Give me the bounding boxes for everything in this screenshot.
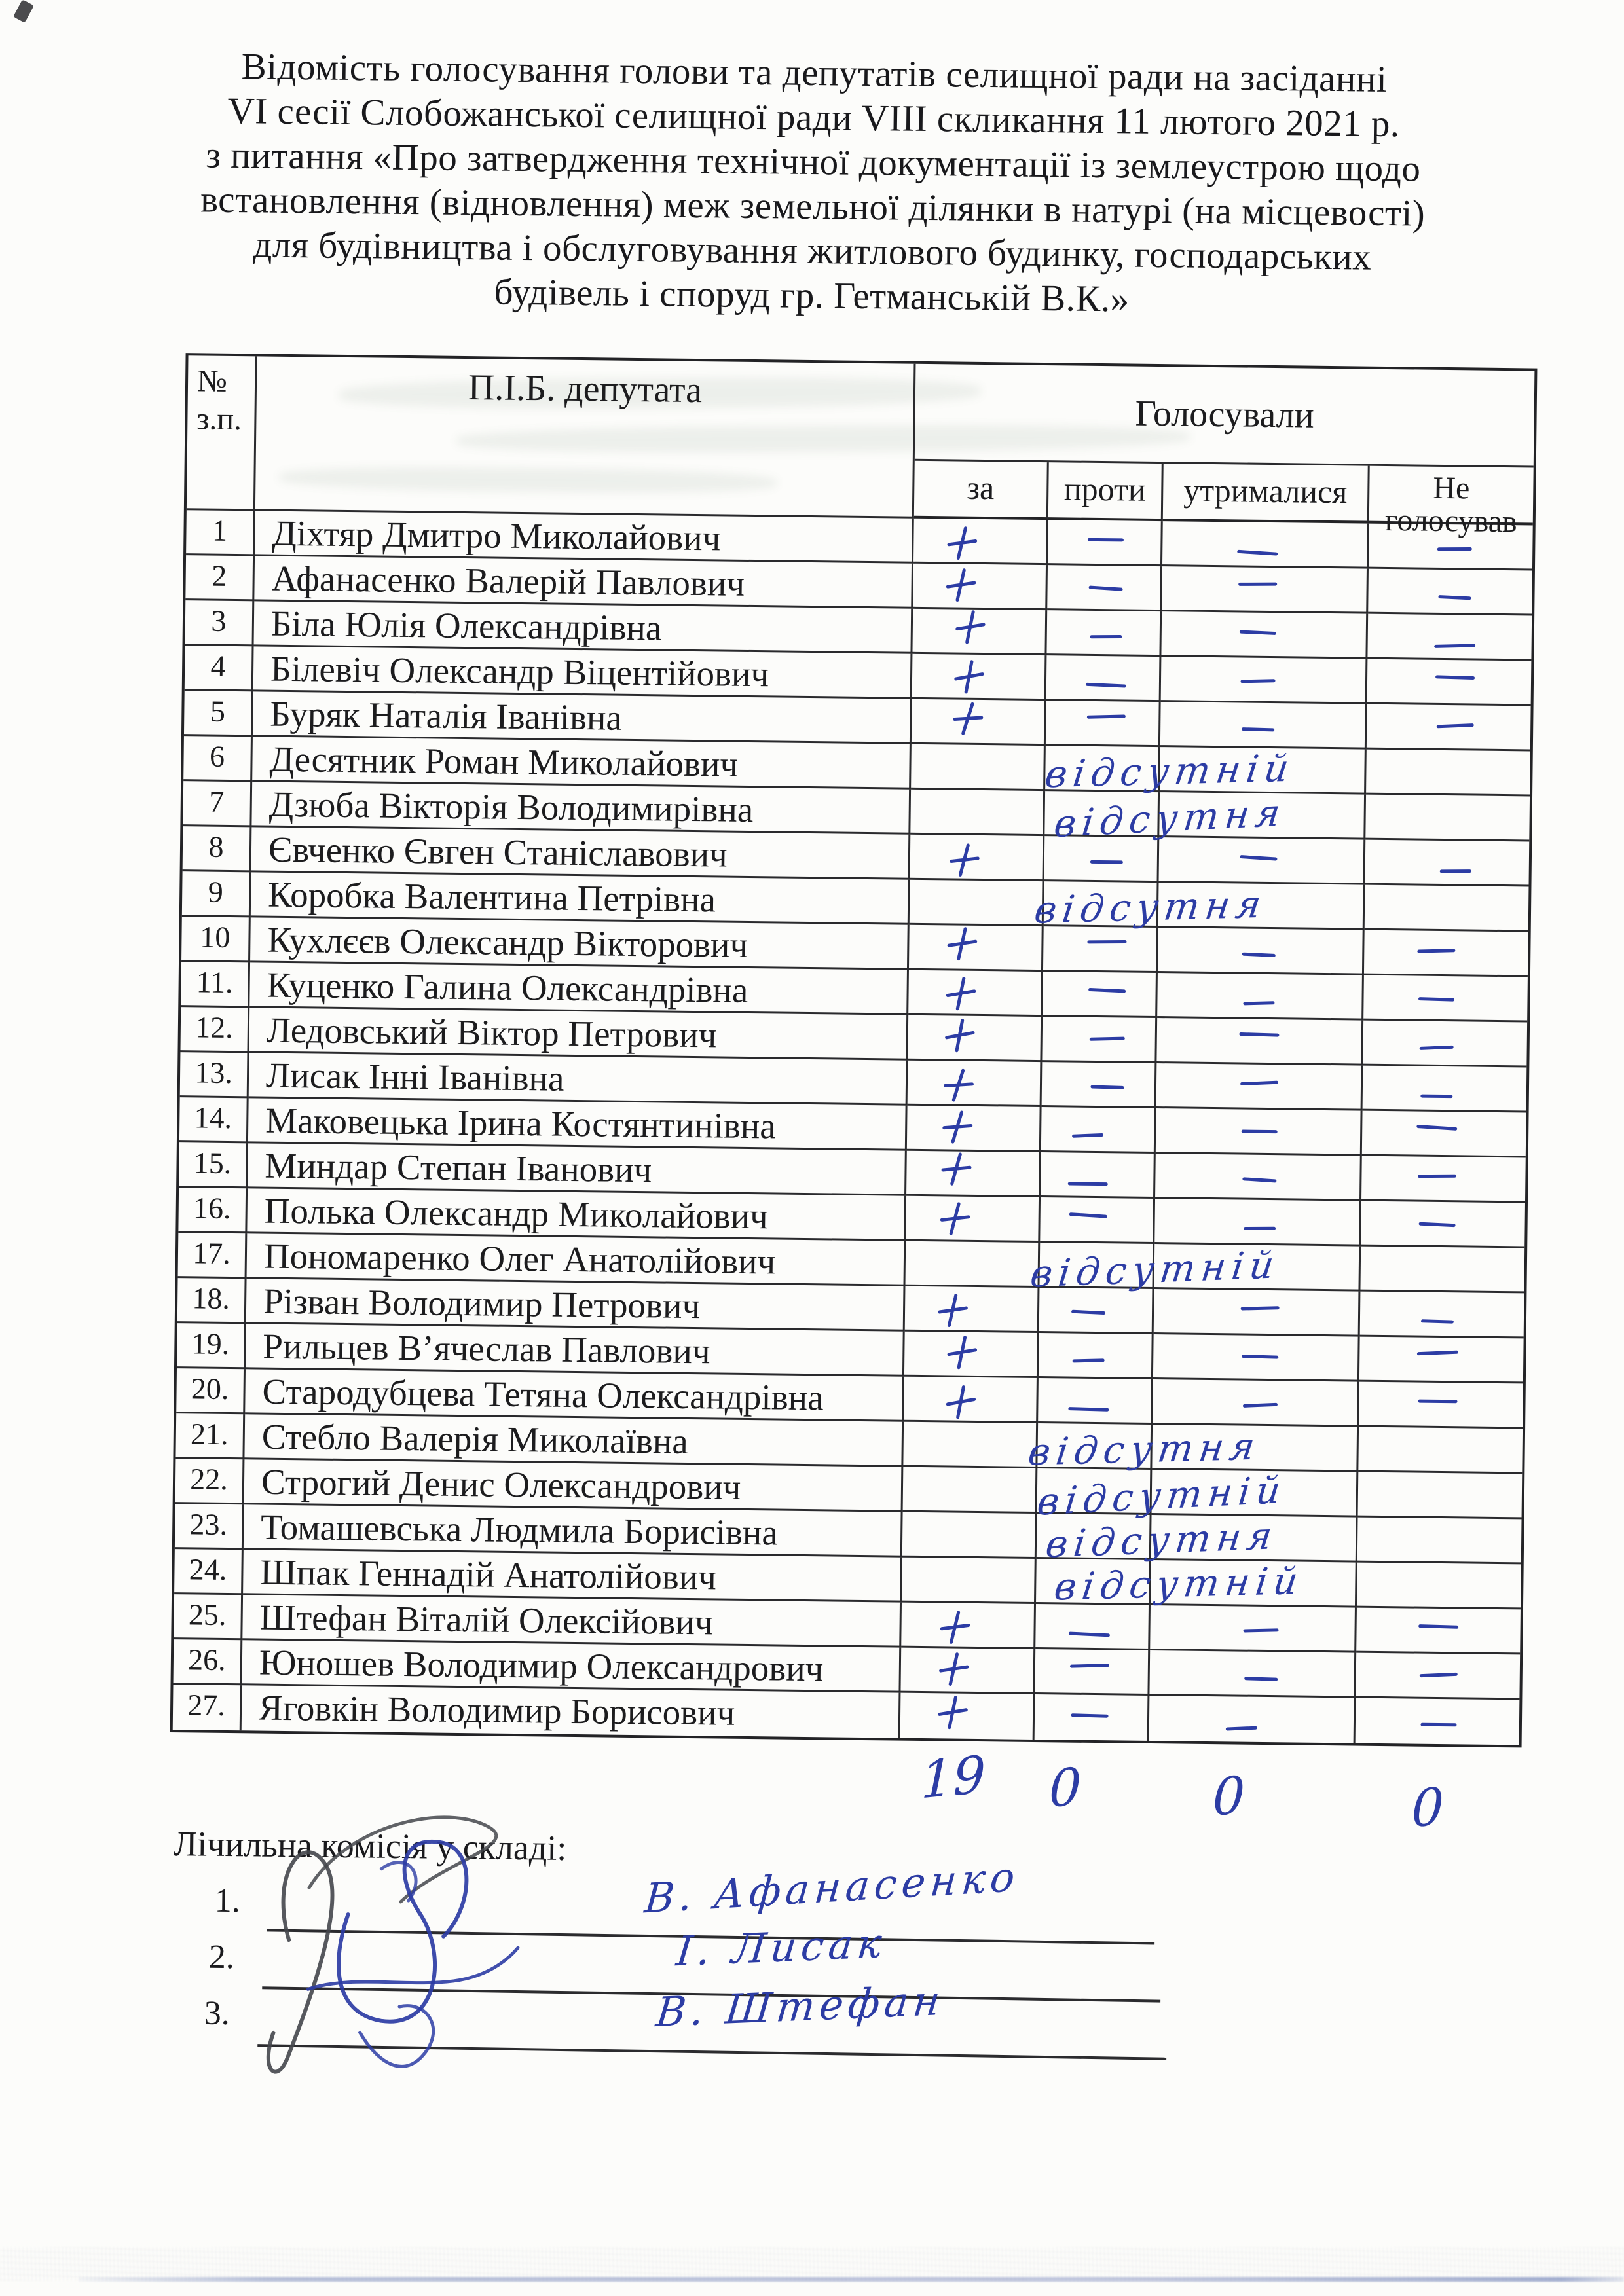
dash-mark: [1244, 1677, 1278, 1681]
dash-mark: [1087, 714, 1126, 718]
vote-utrymalysia-cell: [1162, 566, 1369, 614]
row-number-cell: 4: [185, 646, 254, 691]
dash-mark: [1086, 683, 1126, 688]
dash-mark: [1237, 550, 1278, 556]
dash-mark: [1069, 1212, 1107, 1218]
vote-proty-cell: [1043, 972, 1158, 1018]
dash-mark: [1244, 1628, 1279, 1632]
vote-proty-cell: [1031, 881, 1270, 932]
deputy-name-cell: Миндар Степан Іванович: [248, 1143, 907, 1195]
vote-za-cell: [910, 835, 1045, 881]
dash-mark: [1073, 1358, 1105, 1362]
title-line: будівель і споруд гр. Гетманській В.К.»: [494, 271, 1130, 320]
row-number-cell: 19.: [177, 1323, 246, 1369]
vote-proty-cell: [1035, 1468, 1289, 1524]
vote-za-cell: [907, 1106, 1042, 1152]
vote-utrymalysia-cell: [1159, 837, 1366, 885]
vote-proty-cell: [1042, 1017, 1157, 1063]
row-number-cell: 8: [183, 826, 252, 872]
number-sign: №: [196, 363, 228, 399]
dash-mark: [1069, 1631, 1110, 1637]
dash-mark: [1440, 869, 1471, 873]
row-number-cell: 15.: [179, 1142, 248, 1188]
row-number-cell: 3: [185, 600, 255, 646]
dash-mark: [1088, 538, 1124, 542]
vote-ne-holosuvav-cell: [1368, 569, 1532, 616]
vote-utrymalysia-cell: [1155, 1154, 1362, 1201]
absent-note: відсутня: [1052, 791, 1289, 847]
row-number-cell: 11.: [181, 962, 250, 1008]
deputy-name-cell: Ледовський Віктор Петрович: [249, 1008, 908, 1060]
absent-note: відсутня: [1031, 883, 1270, 932]
vote-za-cell: [901, 1603, 1036, 1649]
vote-za-cell: [906, 1196, 1041, 1243]
voting-table: [170, 353, 1538, 1747]
dash-mark: [1435, 675, 1475, 680]
vote-utrymalysia-cell: [1156, 1063, 1363, 1111]
deputy-name-cell: Дзюба Вікторія Володимирівна: [251, 782, 911, 834]
total-utrymalysia: 0: [1212, 1765, 1246, 1828]
row-number-cell: 21.: [175, 1413, 245, 1459]
absent-note: відсутній: [1043, 746, 1297, 797]
vote-za-cell: [906, 1151, 1041, 1197]
vote-utrymalysia-cell: [1149, 1696, 1356, 1743]
vote-ne-holosuvav-cell: [1359, 1337, 1524, 1384]
dash-mark: [1438, 595, 1471, 600]
col-header-za: за: [914, 461, 1049, 520]
deputy-name-cell: Пономаренко Олег Анатолійович: [247, 1233, 906, 1286]
row-number-cell: 12.: [180, 1007, 249, 1053]
vote-utrymalysia-cell: [1156, 1108, 1363, 1156]
title-line: з питання «Про затвердження технічної документації із землеустрою щодо: [206, 134, 1421, 190]
dash-mark: [1240, 855, 1277, 861]
vote-proty-cell: [1040, 1197, 1155, 1244]
dash-mark: [1087, 940, 1126, 943]
title-line: VI сесії Слобожанської селищної ради VIII скликання 11 лютого 2021 р.: [227, 90, 1401, 145]
deputy-name-cell: Біла Юлія Олександрівна: [254, 601, 913, 653]
dash-mark: [1071, 1713, 1109, 1718]
vote-proty-cell: [1041, 1107, 1156, 1154]
dash-mark: [1420, 1095, 1452, 1099]
vote-utrymalysia-cell: [1153, 1379, 1359, 1427]
vote-za-cell: [913, 564, 1048, 610]
vote-za-cell: [908, 1061, 1043, 1107]
col-header-deputy-name: П.І.Б. депутата: [255, 356, 916, 518]
vote-za-cell: [913, 519, 1048, 565]
vote-ne-holosuvav-cell: [1362, 1111, 1526, 1158]
col-header-ne-holosuvav: Не голосував: [1369, 466, 1534, 526]
title-line: Відомість голосування голови та депутатів селищної ради на засіданні: [241, 46, 1388, 100]
row-number-cell: 25.: [174, 1594, 243, 1640]
vote-ne-holosuvav-cell: [1356, 1608, 1521, 1655]
vote-za-cell: [910, 880, 1044, 926]
dash-mark: [1226, 1726, 1257, 1730]
vote-ne-holosuvav-cell: [1363, 1021, 1527, 1068]
row-number-cell: 26.: [174, 1639, 243, 1685]
dash-mark: [1070, 1664, 1109, 1667]
dash-mark: [1068, 1182, 1108, 1186]
col-header-proty: проти: [1048, 462, 1164, 521]
vote-utrymalysia-cell: [1158, 928, 1365, 975]
dash-mark: [1418, 997, 1454, 1002]
dash-mark: [1420, 1722, 1456, 1726]
number-sub: з.п.: [196, 401, 242, 437]
dash-mark: [1072, 1133, 1103, 1138]
vote-proty-cell: [1028, 1243, 1282, 1296]
deputy-name-cell: Яговкін Володимир Борисович: [242, 1685, 901, 1738]
vote-za-cell: [904, 1377, 1039, 1423]
vote-utrymalysia-cell: [1156, 1018, 1363, 1066]
signatures-scribble: [208, 1789, 618, 2101]
dash-mark: [1243, 1403, 1278, 1408]
vote-ne-holosuvav-cell: [1369, 524, 1533, 571]
row-number-cell: 6: [183, 736, 253, 782]
deputy-name-cell: Стебло Валерія Миколаївна: [244, 1414, 904, 1467]
dash-mark: [1241, 1306, 1280, 1310]
vote-utrymalysia-cell: [1162, 521, 1369, 569]
scan-noise-band: [0, 2247, 1624, 2281]
vote-za-cell: [908, 970, 1043, 1017]
dash-mark: [1243, 1001, 1274, 1005]
vote-proty-cell: [1046, 610, 1162, 657]
vote-za-cell: [900, 1648, 1035, 1694]
row-number-cell: 7: [183, 781, 252, 827]
dash-mark: [1240, 679, 1275, 683]
deputy-name-cell: Лисак Інні Іванівна: [249, 1053, 908, 1105]
vote-ne-holosuvav-cell: [1367, 659, 1532, 706]
document-title: [98, 43, 1528, 327]
vote-ne-holosuvav-cell: [1364, 930, 1528, 977]
vote-za-cell: [912, 609, 1047, 655]
dash-mark: [1418, 1400, 1458, 1404]
deputy-name-cell: Томашевська Людмила Борисівна: [244, 1504, 903, 1557]
dash-mark: [1420, 1673, 1458, 1677]
row-number-cell: 2: [185, 555, 255, 601]
vote-utrymalysia-cell: [1157, 973, 1364, 1021]
row-number-cell: 9: [182, 871, 251, 917]
vote-utrymalysia-cell: [1153, 1334, 1360, 1382]
dash-mark: [1068, 1407, 1109, 1412]
absent-note: відсутня: [1043, 1514, 1280, 1567]
dash-mark: [1088, 585, 1122, 591]
vote-ne-holosuvav-cell: [1363, 1066, 1527, 1113]
total-ne-holosuvav: 0: [1411, 1777, 1445, 1840]
row-number-cell: 24.: [174, 1549, 244, 1595]
row-number-cell: 10: [181, 917, 251, 962]
dash-mark: [1071, 1310, 1105, 1315]
deputy-name-cell: Рильцев В’ячеслав Павлович: [246, 1324, 905, 1376]
deputy-name-cell: Штефан Віталій Олексійович: [242, 1595, 902, 1647]
vote-za-cell: [910, 790, 1045, 836]
row-number-cell: 23.: [175, 1504, 244, 1550]
deputy-name-cell: Десятник Роман Миколайович: [252, 737, 912, 789]
vote-utrymalysia-cell: [1161, 611, 1368, 659]
deputy-name-cell: Різван Володимир Петрович: [246, 1279, 906, 1331]
row-number-cell: 5: [184, 691, 253, 737]
vote-za-cell: [905, 1286, 1040, 1333]
row-number-cell: 22.: [175, 1459, 245, 1504]
dash-mark: [1238, 583, 1277, 586]
vote-utrymalysia-cell: [1149, 1650, 1356, 1698]
vote-za-cell: [912, 654, 1047, 701]
dash-mark: [1240, 630, 1276, 635]
row-number-cell: 1: [186, 510, 255, 556]
row-number-cell: 16.: [178, 1188, 248, 1233]
deputy-name-cell: Євченко Євген Станіславович: [251, 827, 911, 879]
vote-ne-holosuvav-cell: [1361, 1156, 1526, 1203]
dash-mark: [1242, 953, 1276, 957]
vote-ne-holosuvav-cell: [1356, 1698, 1520, 1745]
vote-proty-cell: [1043, 926, 1158, 973]
vote-za-cell: [911, 744, 1046, 791]
vote-za-cell: [908, 1015, 1043, 1062]
absent-note: відсутній: [1028, 1243, 1282, 1296]
row-number-cell: 20.: [176, 1368, 246, 1414]
dash-mark: [1419, 1222, 1456, 1228]
vote-utrymalysia-cell: [1160, 702, 1367, 750]
dash-mark: [1437, 723, 1474, 728]
dash-mark: [1418, 1175, 1456, 1178]
vote-proty-cell: [1035, 1604, 1151, 1650]
dash-mark: [1418, 1624, 1458, 1629]
deputy-name-cell: Куценко Галина Олександрівна: [249, 962, 909, 1015]
member-name: І. Лисак: [674, 1918, 889, 1976]
vote-proty-cell: [1043, 746, 1297, 797]
title-line: для будівництва і обслуговування житлового будинку, господарських: [253, 224, 1372, 278]
title-line: встановлення (відновлення) меж земельної ділянки в натурі (на місцевості): [200, 179, 1426, 234]
deputy-name-cell: Білевіч Олександр Віцентійович: [253, 646, 913, 699]
vote-proty-cell: [1035, 1694, 1150, 1741]
deputy-name-cell: Юношев Володимир Олександрович: [242, 1640, 902, 1692]
vote-za-cell: [905, 1241, 1040, 1288]
dash-mark: [1242, 1130, 1278, 1134]
vote-za-cell: [902, 1558, 1037, 1604]
vote-za-cell: [912, 699, 1046, 746]
vote-proty-cell: [1046, 655, 1162, 702]
dash-mark: [1244, 1227, 1276, 1230]
vote-ne-holosuvav-cell: [1356, 1653, 1520, 1700]
dash-mark: [1434, 644, 1475, 647]
absent-note: відсутня: [1025, 1425, 1263, 1474]
deputy-name-cell: Полька Олександр Миколайович: [247, 1188, 906, 1241]
dash-mark: [1239, 1032, 1279, 1037]
member-name: В. Афанасенко: [642, 1852, 1022, 1923]
vote-proty-cell: [1042, 1062, 1157, 1108]
dash-mark: [1090, 1085, 1124, 1089]
vote-za-cell: [909, 925, 1044, 972]
dash-mark: [1090, 860, 1123, 864]
vote-proty-cell: [1046, 701, 1161, 747]
vote-utrymalysia-cell: [1161, 657, 1368, 704]
dash-mark: [1421, 1319, 1454, 1323]
row-number-cell: 14.: [179, 1097, 249, 1143]
row-number-cell: 17.: [178, 1233, 248, 1279]
vote-proty-cell: [1038, 1378, 1153, 1425]
vote-ne-holosuvav-cell: [1360, 1292, 1524, 1339]
dash-mark: [1417, 1351, 1458, 1356]
vote-proty-cell: [1035, 1649, 1150, 1696]
absent-note: відсутній: [1035, 1468, 1289, 1524]
row-number-cell: 18.: [177, 1278, 247, 1324]
col-header-utrymalysia: утрималися: [1163, 464, 1370, 524]
col-header-voted: Голосували: [915, 364, 1535, 468]
vote-ne-holosuvav-cell: [1367, 614, 1532, 661]
vote-proty-cell: [1039, 1333, 1154, 1379]
row-number-cell: 27.: [173, 1685, 242, 1730]
dash-mark: [1090, 1037, 1125, 1041]
vote-proty-cell: [1047, 565, 1162, 611]
vote-utrymalysia-cell: [1154, 1199, 1361, 1247]
member-number: 1.: [214, 1882, 241, 1920]
vote-proty-cell: [1044, 791, 1289, 847]
col-header-number: [187, 355, 257, 511]
member-name: В. Штефан: [654, 1976, 947, 2037]
deputy-name-cell: Діхтяр Дмитро Миколайович: [255, 511, 914, 563]
member-number: 3.: [204, 1994, 231, 2033]
deputy-name-cell: Кухлєєв Олександр Вікторович: [250, 917, 910, 970]
vote-za-cell: [903, 1467, 1038, 1514]
vote-proty-cell: [1041, 1152, 1156, 1199]
absent-note: відсутній: [1052, 1559, 1306, 1609]
vote-proty-cell: [1048, 520, 1163, 566]
total-proty: 0: [1048, 1757, 1082, 1820]
vote-utrymalysia-cell: [1150, 1605, 1357, 1653]
deputy-name-cell: Коробка Валентина Петрівна: [251, 872, 910, 924]
deputy-name-cell: Шпак Геннадій Анатолійович: [243, 1550, 902, 1602]
deputy-name-cell: Стародубцева Тетяна Олександрівна: [245, 1369, 904, 1421]
row-number-cell: 13.: [180, 1052, 249, 1098]
scan-bottom-line: [79, 2277, 1624, 2282]
total-za: 19: [920, 1745, 986, 1811]
dash-mark: [1437, 547, 1472, 551]
dash-mark: [1090, 635, 1122, 638]
vote-ne-holosuvav-cell: [1363, 975, 1528, 1023]
dash-mark: [1417, 949, 1455, 953]
dash-mark: [1242, 1355, 1278, 1359]
vote-proty-cell: [1025, 1423, 1263, 1474]
dash-mark: [1242, 727, 1274, 731]
deputy-name-cell: Буряк Наталія Іванівна: [253, 691, 912, 744]
deputy-name-cell: Афанасенко Валерій Павлович: [254, 556, 913, 608]
vote-za-cell: [900, 1693, 1035, 1740]
dash-mark: [1416, 1125, 1457, 1131]
member-number: 2.: [208, 1938, 235, 1977]
vote-za-cell: [903, 1422, 1038, 1468]
dash-mark: [1088, 988, 1126, 993]
deputy-name-cell: Строгий Денис Олександрович: [244, 1459, 904, 1512]
dash-mark: [1420, 1046, 1454, 1050]
vote-utrymalysia-cell: [1154, 1289, 1361, 1337]
vote-za-cell: [902, 1512, 1037, 1559]
commission-label: Лічильна комісія у складі:: [173, 1824, 567, 1868]
dash-mark: [1240, 1081, 1278, 1085]
dash-mark: [1242, 1177, 1276, 1182]
deputy-name-cell: Маковецька Ірина Костянтинівна: [248, 1098, 908, 1150]
vote-za-cell: [904, 1332, 1039, 1378]
